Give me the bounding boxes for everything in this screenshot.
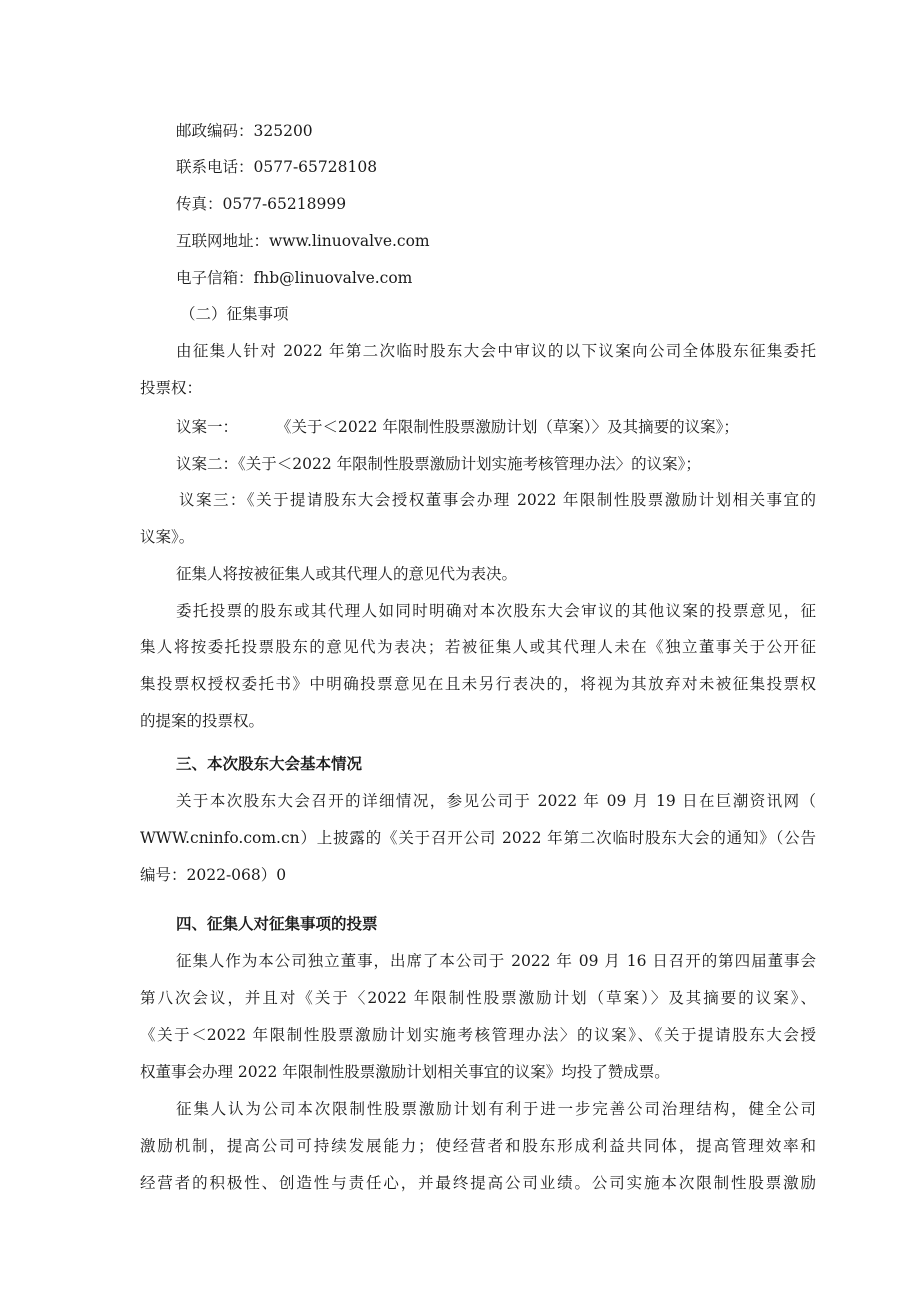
phone-line: 联系电话：0577-65728108 [176,158,378,176]
section2-intro-line1: 由征集人针对 2022 年第二次临时股东大会中审议的以下议案向公司全体股东征集委托 [176,342,816,360]
proposal-2: 议案二：《关于＜2022 年限制性股票激励计划实施考核管理办法〉的议案》； [176,455,701,473]
section4-p1-line: 征集人作为本公司独立董事，出席了本公司于 2022 年 09 月 16 日召开的第四届董事会 [176,952,816,970]
section3-heading: 三、本次股东大会基本情况 [176,754,363,773]
section4-p1-line: 第八次会议，并且对《关于〈2022 年限制性股票激励计划（草案）〉及其摘要的议案》、 [140,989,816,1007]
proposal-3-line1: 议案三：《关于提请股东大会授权董事会办理 2022 年限制性股票激励计划相关事宜的 [179,491,816,509]
vote-note: 征集人将按被征集人或其代理人的意见代为表决。 [176,565,518,583]
proposal-1-label: 议案一： [176,418,239,436]
section4-p2-line: 激励机制，提高公司可持续发展能力；使经营者和股东形成利益共同体，提高管理效率和 [140,1137,816,1155]
section4-p1-line: 权董事会办理 2022 年限制性股票激励计划相关事宜的议案》均投了赞成票。 [140,1063,670,1081]
paragraph-line: 的提案的投票权。 [140,712,265,730]
fax-line: 传真：0577-65218999 [176,195,347,213]
website-line: 互联网地址：www.linuovalve.com [176,232,430,250]
section4-p2-line: 征集人认为公司本次限制性股票激励计划有利于进一步完善公司治理结构，健全公司 [176,1100,816,1118]
section4-heading: 四、征集人对征集事项的投票 [176,914,378,933]
section3-line: 编号：2022-068）0 [140,866,287,884]
proposal-3-line2: 议案》。 [140,528,195,546]
section4-p2-line: 经营者的积极性、创造性与责任心，并最终提高公司业绩。公司实施本次限制性股票激励 [140,1174,816,1192]
paragraph-line: 集人将按委托投票股东的意见代为表决；若被征集人或其代理人未在《独立董事关于公开征 [140,638,816,656]
postcode-line: 邮政编码：325200 [176,122,313,140]
section3-line: WWW.cninfo.com.cn）上披露的《关于召开公司 2022 年第二次临时股东大会的通知》（公告 [140,829,816,847]
proposal-1 [176,417,739,437]
section3-line: 关于本次股东大会召开的详细情况，参见公司于 2022 年 09 月 19 日在巨潮资讯网（ [176,792,816,810]
proposal-1-text: 《关于＜2022 年限制性股票激励计划（草案）〉及其摘要的议案》； [276,418,739,436]
paragraph-line: 集投票权授权委托书》中明确投票意见在且未另行表决的，将视为其放弃对未被征集投票权 [140,675,816,693]
email-line: 电子信箱：fhb@linuovalve.com [176,269,413,287]
section2-heading: （二）征集事项 [180,305,289,323]
section2-intro-line2: 投票权： [140,379,203,397]
section4-p1-line: 《关于＜2022 年限制性股票激励计划实施考核管理办法〉的议案》、《关于提请股东大会授 [140,1026,816,1044]
paragraph-line: 委托投票的股东或其代理人如同时明确对本次股东大会审议的其他议案的投票意见，征 [176,602,816,620]
